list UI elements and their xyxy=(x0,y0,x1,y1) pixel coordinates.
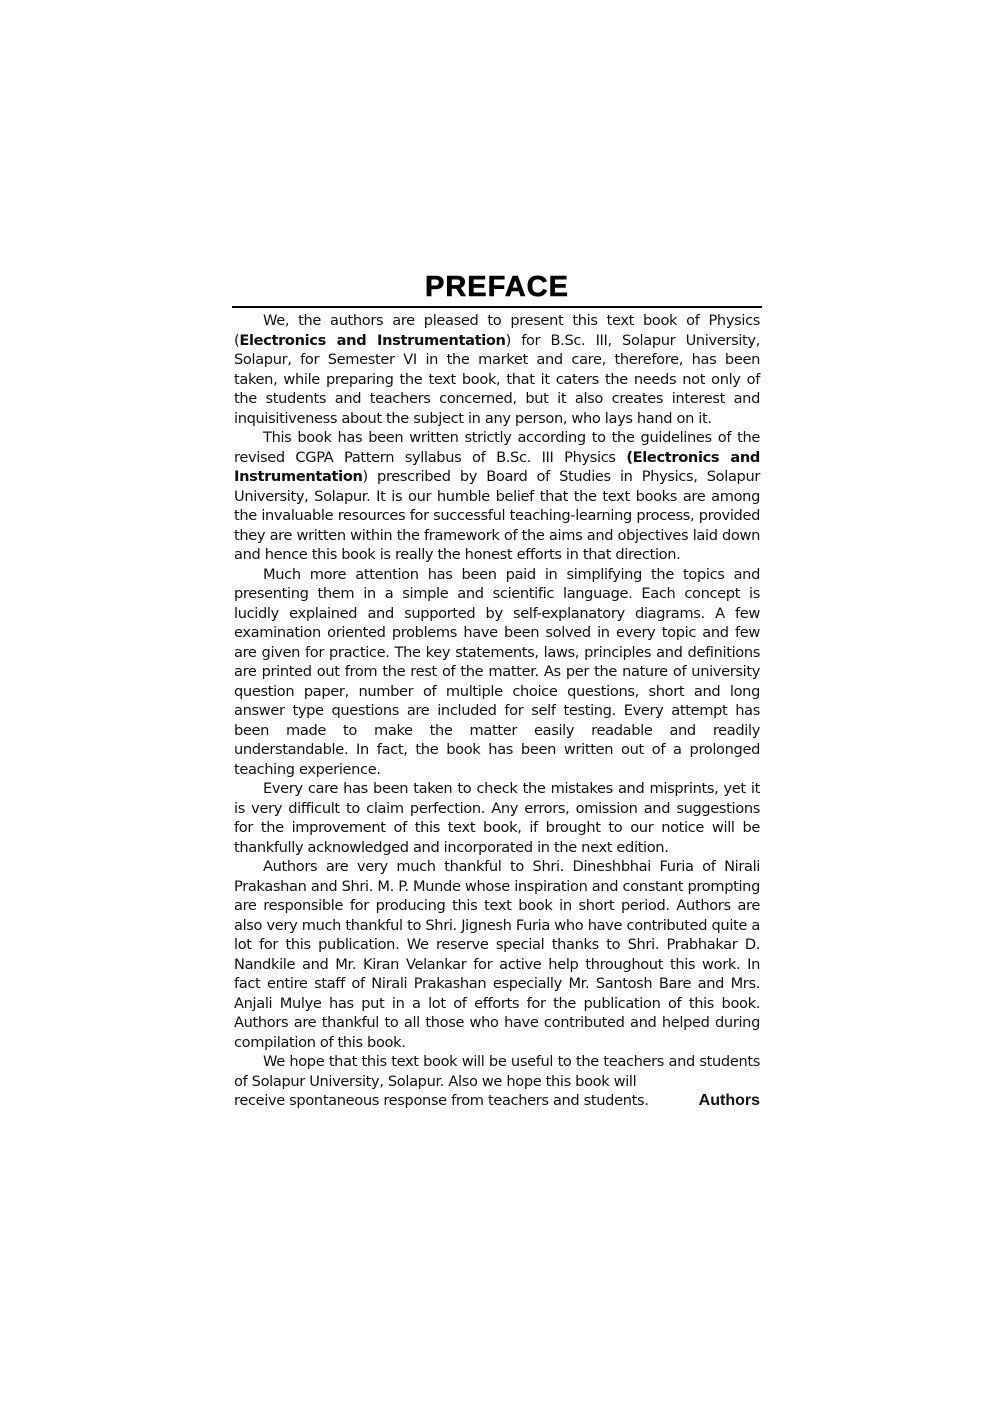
preface-body xyxy=(232,311,762,1111)
paragraph-acknowledgements: Authors are very much thankful to Shri. Dineshbhai Furia of Nirali Prakashan and Shri. M. P. Munde whose inspiration and constant prompting are responsible for producing this text book in short period. Authors are also very much thankful to Shri. Jignesh Furia who have contributed quite a lot for this publication. We reserve special thanks to Shri. Prabhakar D. Nandkile and Mr. Kiran Velankar for active help throughout this work. In fact entire staff of Nirali Prakashan especially Mr. Santosh Bare and Mrs. Anjali Mulye has put in a lot of efforts for the publication of this book. Authors are thankful to all those who have contributed and helped during compilation of this book. xyxy=(234,858,760,1051)
bold-subject-name: (Electronics and Instrumentation xyxy=(234,448,760,485)
paragraph-text: We hope that this text book will be useful to the teachers and students of Solapur University, Solapur. Also we hope this book will xyxy=(234,1053,760,1090)
paragraph-syllabus xyxy=(234,428,760,565)
paragraph-text: We, the authors are pleased to present this text book of Physics ( xyxy=(234,312,760,349)
bold-subject-name: Electronics and Instrumentation xyxy=(239,331,506,349)
paragraph-text: This book has been written strictly according to the guidelines of the revised CGPA Pattern syllabus of B.Sc. III Physics xyxy=(234,429,760,466)
paragraph-intro xyxy=(234,311,760,428)
closing-last-line xyxy=(234,1091,760,1111)
paragraph-closing xyxy=(234,1052,760,1091)
paragraph-approach: Much more attention has been paid in simplifying the topics and presenting them in a simple and scientific language. Each concept is lucidly explained and supported by self-explanatory diagrams. A few examination oriented problems have been solved in every topic and few are given for practice. The key statements, laws, principles and definitions are printed out from the rest of the matter. As per the nature of university question paper, number of multiple choice questions, short and long answer type questions are included for self testing. Every attempt has been made to make the matter easily readable and readily understandable. In fact, the book has been written out of a prolonged teaching experience. xyxy=(234,565,760,778)
preface-page xyxy=(232,268,762,1111)
paragraph-text: ) prescribed by Board of Studies in Physics, Solapur University, Solapur. It is our humble belief that the text books are among the invaluable resources for successful teaching-learning process, provided they are written within the framework of the aims and objectives laid down and hence this book is really the honest efforts in that direction. xyxy=(234,468,760,563)
paragraph-text: receive spontaneous response from teachers and students. xyxy=(234,1092,649,1109)
title-rule-divider xyxy=(232,306,762,308)
signature: Authors xyxy=(698,1092,760,1109)
page-title: PREFACE xyxy=(425,271,569,303)
paragraph-errors: Every care has been taken to check the mistakes and misprints, yet it is very difficult to claim perfection. Any errors, omission and suggestions for the improvement of this text book, if brought to our notice will be thankfully acknowledged and incorporated in the next edition. xyxy=(234,780,760,856)
paragraph-text: ) for B.Sc. III, Solapur University, Solapur, for Semester VI in the market and care, therefore, has been taken, while preparing the text book, that it caters the needs not only of the students and teachers concerned, but it also creates interest and inquisitiveness about the subject in any person, who lays hand on it. xyxy=(234,331,760,427)
